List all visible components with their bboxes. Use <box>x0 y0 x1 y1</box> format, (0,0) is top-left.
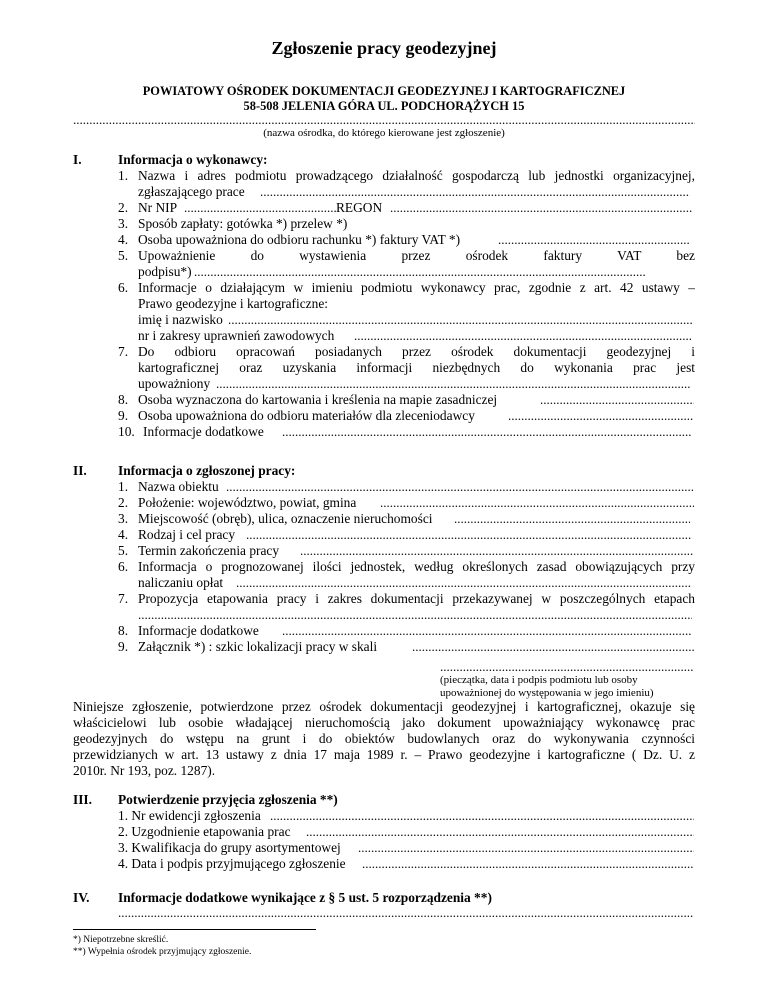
s3-item-3-field[interactable] <box>358 841 694 855</box>
s1-item-9-field[interactable] <box>508 409 694 423</box>
section-3-number: III. <box>73 792 92 807</box>
s2-item-9-label: Załącznik *) : szkic lokalizacji pracy w skali <box>138 639 378 654</box>
section-4-heading: Informacje dodatkowe wynikające z § 5 ust. 5 rozporządzenia **) <box>118 890 492 905</box>
s3-item-2-label: 2. Uzgodnienie etapowania prac <box>118 824 291 839</box>
notice-line-3: geodezyjnych do wstępu na grunt i do obiektów budowlanych oraz do wykonywania czynności <box>73 731 695 746</box>
s1-item-3-number: 3. <box>118 216 129 231</box>
s2-item-4-label: Rodzaj i cel pracy <box>138 527 236 542</box>
s1-item-8-number: 8. <box>118 392 129 407</box>
s1-item-6-name-label: imię i nazwisko <box>138 312 223 327</box>
s1-item-6-line-2: Prawo geodezyjne i kartograficzne: <box>138 296 328 311</box>
s1-item-7-field[interactable] <box>216 377 690 391</box>
s1-item-1-line-1: Nazwa i adres podmiotu prowadzącego działalność gospodarczą lub jednostki organizacyjnej, <box>138 168 695 183</box>
section-1-number: I. <box>73 152 82 167</box>
s3-item-4-field[interactable] <box>362 857 694 871</box>
s1-item-2-label: Nr NIP <box>138 200 178 215</box>
s1-item-2-regon-label: REGON <box>336 200 383 215</box>
s2-item-4-number: 4. <box>118 527 129 542</box>
notice-line-1: Niniejsze zgłoszenie, potwierdzone przez ośrodek dokumentacji geodezyjnej i kartograficznej, okazuje się <box>73 699 695 714</box>
s1-item-6-number: 6. <box>118 280 129 295</box>
s1-item-5-field[interactable] <box>194 265 646 279</box>
s2-item-5-number: 5. <box>118 543 129 558</box>
office-dotted-line <box>73 113 695 127</box>
section-1-heading: Informacja o wykonawcy: <box>118 152 268 167</box>
s1-item-4-field[interactable] <box>498 233 690 247</box>
s1-item-1-line-2: zgłaszającego prace <box>138 184 245 199</box>
s1-item-8-field[interactable] <box>540 393 694 407</box>
signature-caption-line-1: (pieczątka, data i podpis podmiotu lub osoby <box>440 674 638 686</box>
s1-item-7-line-2: kartograficznej oraz uzyskania informacji niezbędnych do wykonania prac jest <box>138 360 695 375</box>
regon-field[interactable] <box>390 201 692 215</box>
s1-item-7-line-3: upoważniony <box>138 376 211 391</box>
s2-item-7-line-1: Propozycja etapowania pracy i zakres dokumentacji przekazywanej w poszczególnych etapach <box>138 591 695 606</box>
s2-item-2-field[interactable] <box>380 496 694 510</box>
s2-item-3-field[interactable] <box>454 512 690 526</box>
s3-item-2-field[interactable] <box>306 825 694 839</box>
s1-item-8-label: Osoba wyznaczona do kartowania i kreślenia na mapie zasadniczej <box>138 392 498 407</box>
s2-item-1-field[interactable] <box>226 480 694 494</box>
page-title: Zgłoszenie pracy geodezyjnej <box>271 38 497 58</box>
s2-item-6-line-1: Informacja o prognozowanej ilości jednostek, według określonych zasad obowiązujących przy <box>138 559 695 574</box>
nip-field[interactable] <box>184 201 336 215</box>
s3-item-1-field[interactable] <box>270 809 694 823</box>
s2-item-6-number: 6. <box>118 559 129 574</box>
s2-item-8-field[interactable] <box>282 624 692 638</box>
footnote-divider <box>73 929 316 930</box>
s3-item-3-label: 3. Kwalifikacja do grupy asortymentowej <box>118 840 341 855</box>
notice-line-4: przewidzianych w art. 13 ustawy z dnia 17 maja 1989 r. – Prawo geodezyjne i kartograficzne ( Dz. U. z <box>73 747 695 762</box>
s1-item-9-label: Osoba upoważniona do odbioru materiałów dla zleceniodawcy <box>138 408 475 423</box>
s1-item-10-field[interactable] <box>282 425 692 439</box>
s1-item-10-label: Informacje dodatkowe <box>143 424 264 439</box>
s3-item-4-label: 4. Data i podpis przyjmującego zgłoszenie <box>118 856 346 871</box>
s2-item-9-field[interactable] <box>412 640 694 654</box>
section-3-heading: Potwierdzenie przyjęcia zgłoszenia **) <box>118 792 338 807</box>
s2-item-7-field[interactable] <box>138 608 692 622</box>
s2-item-3-number: 3. <box>118 511 129 526</box>
s2-item-4-field[interactable] <box>246 528 692 542</box>
s1-item-6-licence-label: nr i zakresy uprawnień zawodowych <box>138 328 335 343</box>
s1-item-7-number: 7. <box>118 344 129 359</box>
s2-item-7-number: 7. <box>118 591 129 606</box>
notice-line-5: 2010r. Nr 193, poz. 1287). <box>73 763 216 778</box>
section-4-number: IV. <box>73 890 90 905</box>
s2-item-5-label: Termin zakończenia pracy <box>138 543 280 558</box>
s2-item-5-field[interactable] <box>300 544 694 558</box>
s1-item-7-line-1: Do odbioru opracowań posiadanych przez ośrodek dokumentacji geodezyjnej i <box>138 344 695 359</box>
s1-item-1-field[interactable] <box>260 185 690 199</box>
s4-field[interactable] <box>118 906 694 920</box>
s2-item-8-label: Informacje dodatkowe <box>138 623 259 638</box>
s2-item-2-label: Położenie: województwo, powiat, gmina <box>138 495 357 510</box>
s1-item-9-number: 9. <box>118 408 129 423</box>
signature-field[interactable] <box>440 660 694 674</box>
s2-item-9-number: 9. <box>118 639 129 654</box>
section-2-heading: Informacja o zgłoszonej pracy: <box>118 463 296 478</box>
s2-item-1-number: 1. <box>118 479 129 494</box>
s1-item-3-text: Sposób zapłaty: gotówka *) przelew *) <box>138 216 348 231</box>
s1-item-4-number: 4. <box>118 232 129 247</box>
s2-item-6-line-2: naliczaniu opłat <box>138 575 224 590</box>
office-name: POWIATOWY OŚRODEK DOKUMENTACJI GEODEZYJNEJ I KARTOGRAFICZNEJ <box>142 84 626 98</box>
s1-item-5-line-1: Upoważnienie do wystawienia przez ośrodek faktury VAT bez <box>138 248 695 263</box>
s1-item-6-line-1: Informacje o działającym w imieniu podmiotu wykonawcy prac, zgodnie z art. 42 ustawy – <box>138 280 695 295</box>
office-address: 58-508 JELENIA GÓRA UL. PODCHORĄŻYCH 15 <box>243 99 525 113</box>
s2-item-1-label: Nazwa obiektu <box>138 479 219 494</box>
s2-item-2-number: 2. <box>118 495 129 510</box>
s1-item-6-licence-field[interactable] <box>354 329 692 343</box>
signature-caption-line-2: upoważnionej do występowania w jego imieniu) <box>440 687 654 699</box>
s3-item-1-label: 1. Nr ewidencji zgłoszenia <box>118 808 261 823</box>
s1-item-10-number: 10. <box>118 424 135 439</box>
s1-item-6-name-field[interactable] <box>228 313 692 327</box>
s2-item-3-label: Miejscowość (obręb), ulica, oznaczenie nieruchomości <box>138 511 433 526</box>
footnote-1: *) Niepotrzebne skreślić. <box>73 935 169 945</box>
notice-line-2: właścicielowi lub osobie władającej nieruchomością jako dokument upoważniający wykonawcę prac <box>73 715 695 730</box>
s2-item-8-number: 8. <box>118 623 129 638</box>
footnote-2: **) Wypełnia ośrodek przyjmujący zgłoszenie. <box>73 947 252 957</box>
s1-item-5-number: 5. <box>118 248 129 263</box>
s1-item-2-number: 2. <box>118 200 129 215</box>
s1-item-1-number: 1. <box>118 168 129 183</box>
section-2-number: II. <box>73 463 87 478</box>
office-caption: (nazwa ośrodka, do którego kierowane jest zgłoszenie) <box>263 127 505 139</box>
s1-item-4-label: Osoba upoważniona do odbioru rachunku *) faktury VAT *) <box>138 232 461 247</box>
s2-item-6-field[interactable] <box>236 576 692 590</box>
s1-item-5-line-2: podpisu*) <box>138 264 192 279</box>
